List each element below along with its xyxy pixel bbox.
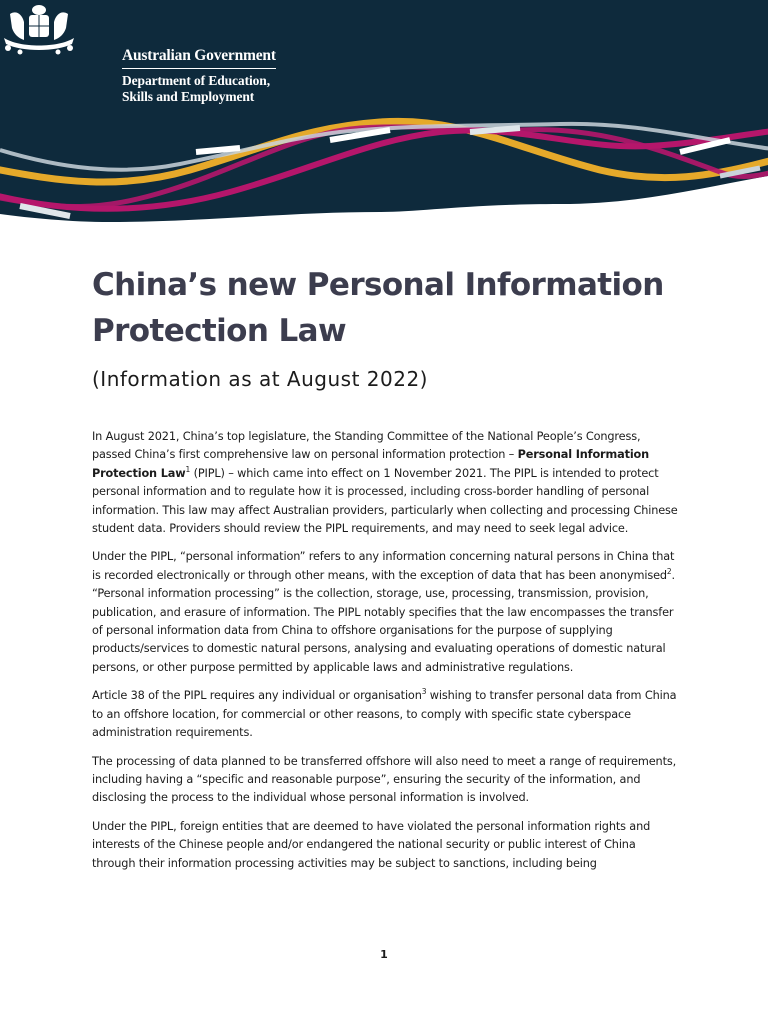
title-line-1: China’s new Personal Information	[92, 267, 664, 303]
footnote-ref-3[interactable]: 3	[421, 687, 427, 697]
department-line-2: Skills and Employment	[122, 89, 255, 104]
paragraph-1: In August 2021, China’s top legislature, the Standing Committee of the National People’s Congress, passed China’s first comprehensive law on personal information protection – Personal Information Protection Law$^1$ (PIPL) – which came into effect on 1 November 2021. The PIPL is intended to protect personal information and to regulate how it is processed, including cross-border handling of personal information. This law may affect Australian providers, particularly when collecting and processing Chinese student data. Providers should review the PIPL requirements, and may need to seek legal advice.	[92, 430, 678, 536]
footnote-ref-2[interactable]: 2	[666, 567, 672, 577]
header-banner	[0, 0, 768, 230]
document-subtitle: (Information as at August 2022)	[92, 367, 428, 391]
paragraph-3: Article 38 of the PIPL requires any individual or organisation$^3$ wishing to transfer personal data from China to an offshore location, for commercial or other reasons, to comply with specific state cyberspace administration requirements.	[92, 687, 677, 740]
document-body	[92, 428, 682, 883]
coat-of-arms-logo	[0, 0, 78, 56]
wave-decoration	[0, 0, 768, 230]
paragraph-5: Under the PIPL, foreign entities that are deemed to have violated the personal information rights and interests of the Chinese people and/or endangered the national security or public interest of China through their information processing activities may be subject to sanctions, including being	[92, 819, 651, 870]
document-title	[92, 262, 692, 354]
government-name: Australian Government	[122, 46, 276, 69]
paragraph-2: Under the PIPL, “personal information” refers to any information concerning natural persons in China that is recorded electronically or through other means, with the exception of data that has been anonymised$^2$. “Personal information processing” is the collection, storage, use, processing, transmission, provision, publication, and erasure of information. The PIPL notably specifies that the law encompasses the transfer of personal information data from China to offshore organisations for the purpose of supplying products/services to domestic natural persons, analysing and evaluating operations of domestic natural persons, or other purpose permitted by applicable laws and administrative regulations.	[92, 550, 675, 674]
law-name: Personal Information Protection Law	[92, 448, 650, 480]
footnote-ref-1[interactable]: 1	[185, 465, 191, 475]
title-line-2: Protection Law	[92, 313, 347, 349]
government-branding	[122, 46, 276, 105]
department-line-1: Department of Education,	[122, 73, 270, 88]
page-number: 1	[380, 948, 388, 961]
paragraph-4: The processing of data planned to be transferred offshore will also need to meet a range of requirements, including having a “specific and reasonable purpose”, ensuring the security of the information, and disclosing the process to the individual whose personal information is involved.	[92, 754, 677, 805]
